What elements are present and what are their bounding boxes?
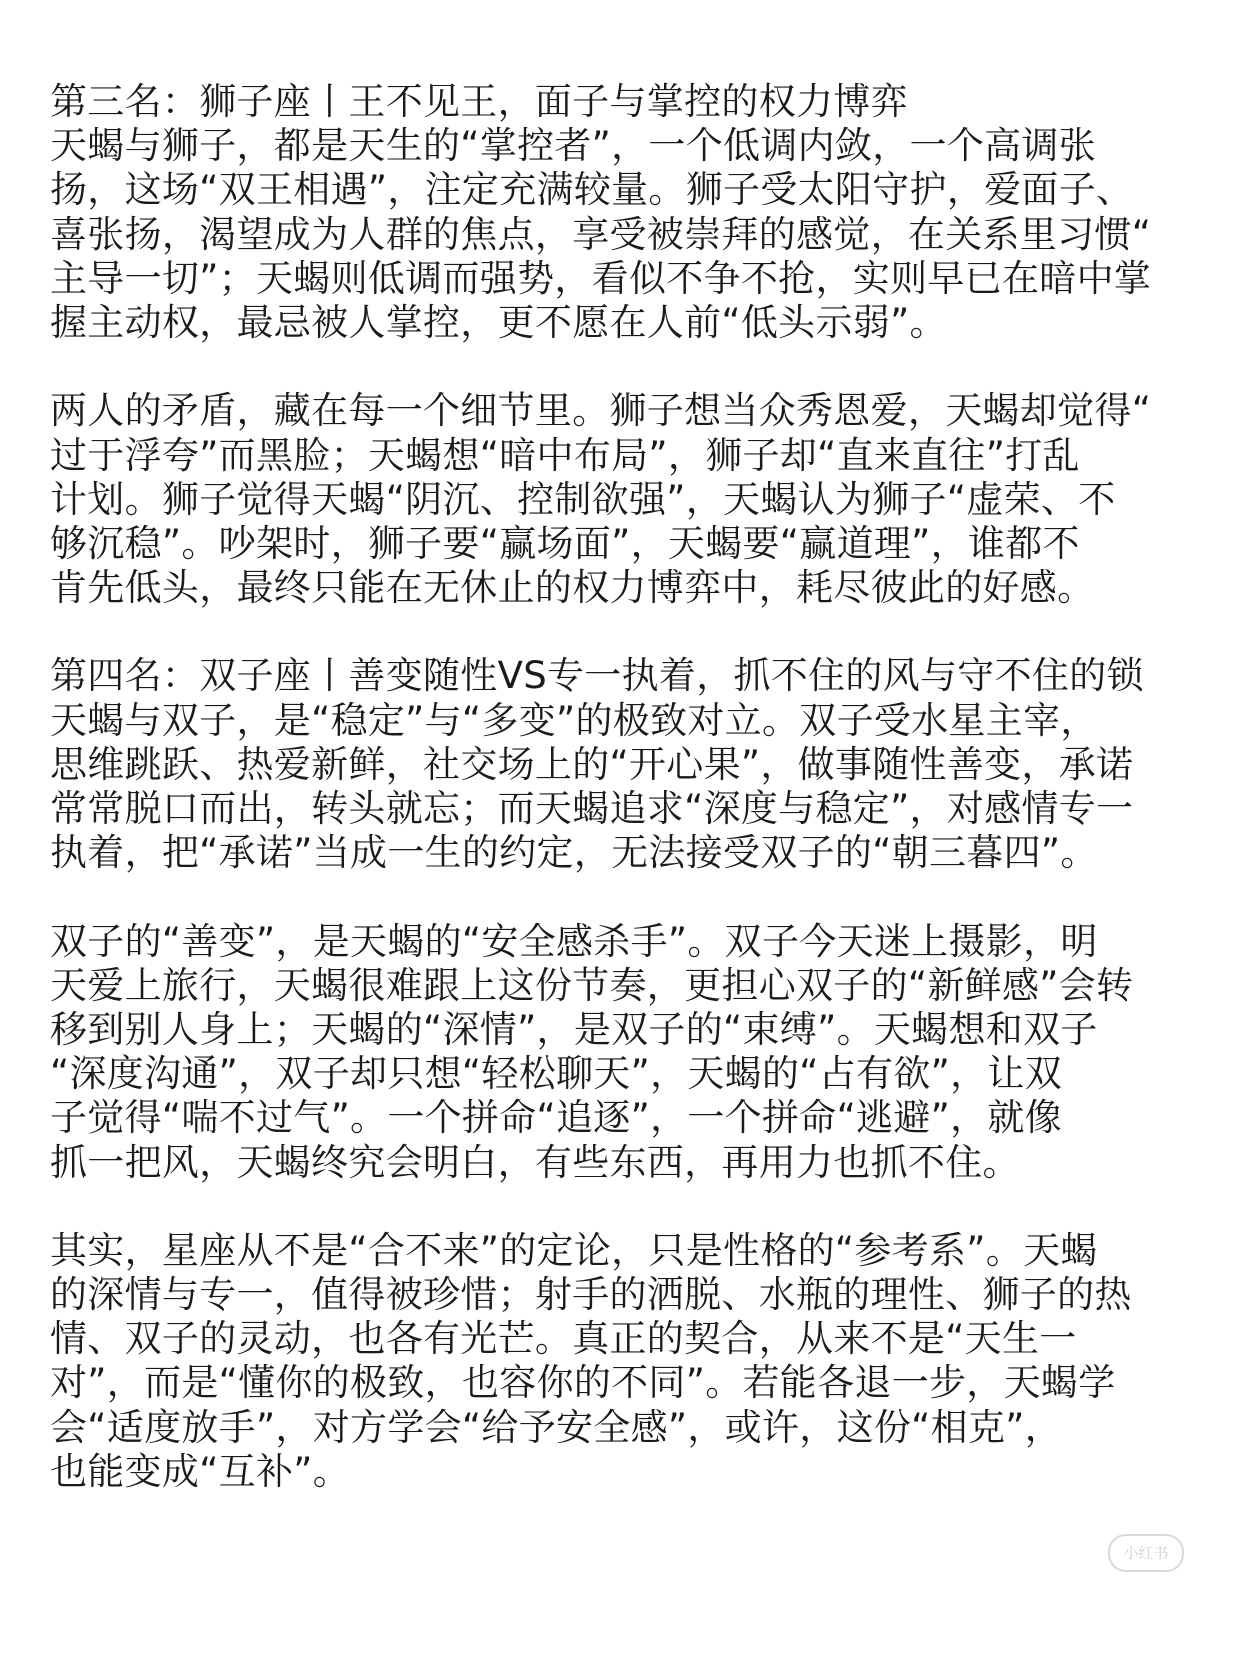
- text-line: 抓一把风，天蝎终究会明白，有些东西，再用力也抓不住。: [50, 1140, 1020, 1184]
- text-line: 也能变成“互补”。: [50, 1449, 351, 1493]
- text-line: 喜张扬，渴望成为人群的焦点，享受被崇拜的感觉，在关系里习惯“: [50, 212, 1152, 256]
- text-line: 肯先低头，最终只能在无休止的权力博弈中，耗尽彼此的好感。: [50, 566, 1095, 610]
- text-line: 够沉稳”。吵架时，狮子要“赢场面”，天蝎要“赢道理”，谁都不: [50, 521, 1080, 565]
- text-line: 双子的“善变”，是天蝎的“安全感杀手”。双子今天迷上摄影，明: [50, 919, 1098, 963]
- text-line: 思维跳跃、热爱新鲜，社交场上的“开心果”，做事随性善变，承诺: [50, 742, 1134, 786]
- paragraph-gap: [50, 875, 1200, 919]
- text-line: 情、双子的灵动，也各有光芒。真正的契合，从来不是“天生一: [50, 1317, 1077, 1361]
- text-line: 过于浮夸”而黑脸；天蝎想“暗中布局”，狮子却“直来直往”打乱: [50, 433, 1080, 477]
- watermark-logo: 小红书: [1108, 1534, 1184, 1572]
- text-line: 常常脱口而出，转头就忘；而天蝎追求“深度与稳定”，对感情专一: [50, 787, 1134, 830]
- text-line: 天蝎与狮子，都是天生的“掌控者”，一个低调内敛，一个高调张: [50, 124, 1097, 168]
- text-line: “深度沟通”，双子却只想“轻松聊天”，天蝎的“占有欲”，让双: [50, 1052, 1063, 1096]
- text-line: 对”，而是“懂你的极致，也容你的不同”。若能各退一步，天蝎学: [50, 1361, 1116, 1405]
- heading-leo: 第三名：狮子座丨王不见王，面子与掌控的权力博弈: [50, 80, 908, 123]
- paragraph-gap: [50, 610, 1200, 654]
- paragraph-leo-conflict: [50, 389, 1200, 610]
- text-line: 其实，星座从不是“合不来”的定论，只是性格的“参考系”。天蝎: [50, 1228, 1098, 1272]
- article-body: [50, 80, 1200, 1494]
- text-line: 天爱上旅行，天蝎很难跟上这份节奏，更担心双子的“新鲜感”会转: [50, 963, 1134, 1007]
- text-line: 的深情与专一，值得被珍惜；射手的洒脱、水瓶的理性、狮子的热: [50, 1273, 1132, 1317]
- text-line: 两人的矛盾，藏在每一个细节里。狮子想当众秀恩爱，天蝎却觉得“: [50, 389, 1152, 433]
- text-line: 计划。狮子觉得天蝎“阴沉、控制欲强”，天蝎认为狮子“虚荣、不: [50, 477, 1116, 521]
- text-line: 执着，把“承诺”当成一生的约定，无法接受双子的“朝三暮四”。: [50, 831, 1098, 875]
- paragraph-leo: [50, 80, 1200, 345]
- paragraph-gemini: [50, 654, 1200, 875]
- paragraph-gap: [50, 345, 1200, 389]
- heading-gemini: 第四名：双子座丨善变随性VS专一执着，抓不住的风与守不住的锁: [50, 654, 1144, 698]
- text-line: 会“适度放手”，对方学会“给予安全感”，或许，这份“相克”，: [50, 1405, 1063, 1449]
- text-line: 移到别人身上；天蝎的“深情”，是双子的“束缚”。天蝎想和双子: [50, 1007, 1098, 1051]
- text-line: 主导一切”；天蝎则低调而强势，看似不争不抢，实则早已在暗中掌: [50, 256, 1152, 300]
- text-line: 握主动权，最忌被人掌控，更不愿在人前“低头示弱”。: [50, 300, 947, 344]
- paragraph-gap: [50, 1185, 1200, 1229]
- paragraph-conclusion: [50, 1229, 1200, 1494]
- text-line: 天蝎与双子，是“稳定”与“多变”的极致对立。双子受水星主宰，: [50, 698, 1098, 742]
- paragraph-gemini-conflict: [50, 920, 1200, 1185]
- text-line: 子觉得“喘不过气”。一个拼命“追逐”，一个拼命“逃避”，就像: [50, 1096, 1063, 1140]
- text-line: 扬，这场“双王相遇”，注定充满较量。狮子受太阳守护，爱面子、: [50, 168, 1134, 212]
